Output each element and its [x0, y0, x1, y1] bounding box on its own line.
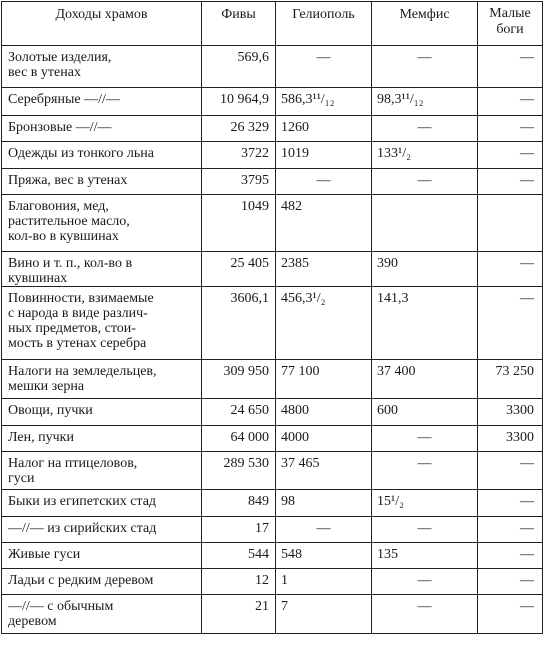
cell-revenue-item-text: Овощи, пучки: [8, 403, 93, 418]
cell-thebes-text: 25 405: [230, 256, 269, 271]
cell-heliopolis-text: 586,3¹¹/₁₂: [281, 92, 335, 107]
cell-thebes-text: 21: [255, 599, 269, 614]
cell-memphis-text: —: [417, 173, 432, 188]
cell-revenue-item: [2, 142, 202, 169]
cell-memphis-text: 15¹/₂: [377, 494, 404, 509]
cell-heliopolis: [276, 360, 372, 399]
cell-minor-gods: [478, 46, 543, 88]
cell-minor-gods: [478, 287, 543, 360]
cell-memphis: [372, 490, 478, 517]
cell-memphis-text: —: [417, 521, 432, 536]
cell-memphis-text: 37 400: [377, 364, 416, 379]
cell-heliopolis: [276, 490, 372, 517]
cell-heliopolis-text: 482: [281, 199, 302, 214]
cell-thebes: [202, 46, 276, 88]
cell-memphis-text: 600: [377, 403, 398, 418]
cell-minor-gods-text: —: [520, 146, 534, 161]
table-row: [2, 543, 543, 569]
cell-heliopolis-text: 4000: [281, 430, 309, 445]
cell-minor-gods: [478, 543, 543, 569]
cell-minor-gods-text: —: [520, 573, 534, 588]
cell-heliopolis-text: —: [316, 173, 331, 188]
cell-revenue-item-text: Налоги на земледельцев, мешки зерна: [8, 364, 157, 394]
cell-memphis-text: —: [417, 50, 432, 65]
cell-heliopolis: [276, 116, 372, 142]
table-row: [2, 195, 543, 252]
cell-revenue-item-text: Одежды из тонкого льна: [8, 146, 154, 161]
cell-memphis: [372, 569, 478, 595]
cell-minor-gods: [478, 195, 543, 252]
cell-revenue-item: [2, 517, 202, 543]
cell-minor-gods: [478, 452, 543, 490]
table-row: [2, 142, 543, 169]
cell-heliopolis: [276, 46, 372, 88]
cell-heliopolis: [276, 426, 372, 452]
cell-memphis-text: 133¹/₂: [377, 146, 411, 161]
cell-revenue-item: [2, 360, 202, 399]
cell-revenue-item-text: Вино и т. п., кол-во в кувшинах: [8, 256, 133, 286]
cell-heliopolis-text: 1019: [281, 146, 309, 161]
cell-memphis: [372, 142, 478, 169]
temple-revenue-table: [1, 1, 543, 634]
cell-thebes: [202, 569, 276, 595]
cell-thebes-text: 26 329: [230, 120, 269, 135]
cell-memphis: [372, 116, 478, 142]
cell-minor-gods: [478, 490, 543, 517]
cell-minor-gods-text: —: [520, 256, 534, 271]
cell-memphis-text: 141,3: [377, 291, 409, 306]
cell-heliopolis-text: 77 100: [281, 364, 320, 379]
cell-heliopolis: [276, 252, 372, 287]
cell-heliopolis-text: 2385: [281, 256, 309, 271]
cell-thebes-text: 3722: [241, 146, 269, 161]
cell-thebes: [202, 399, 276, 426]
cell-thebes-text: 544: [248, 547, 269, 562]
cell-revenue-item: [2, 46, 202, 88]
cell-heliopolis: [276, 452, 372, 490]
cell-minor-gods: [478, 88, 543, 116]
cell-heliopolis-text: —: [316, 521, 331, 536]
cell-thebes-text: 569,6: [237, 50, 269, 65]
cell-heliopolis: [276, 399, 372, 426]
cell-memphis-text: 98,3¹¹/₁₂: [377, 92, 424, 107]
cell-revenue-item-text: Живые гуси: [8, 547, 81, 562]
cell-minor-gods-text: —: [520, 50, 534, 65]
cell-memphis: [372, 88, 478, 116]
cell-minor-gods-text: —: [520, 456, 534, 471]
cell-revenue-item: [2, 88, 202, 116]
cell-revenue-item: [2, 595, 202, 634]
header-memphis: Мемфис: [372, 2, 478, 46]
cell-heliopolis: [276, 517, 372, 543]
cell-memphis: [372, 595, 478, 634]
cell-revenue-item-text: —//— из сирийских стад: [8, 521, 157, 536]
cell-thebes: [202, 195, 276, 252]
cell-heliopolis: [276, 88, 372, 116]
cell-revenue-item: [2, 399, 202, 426]
cell-thebes: [202, 360, 276, 399]
cell-minor-gods-text: —: [520, 173, 534, 188]
cell-revenue-item-text: Лен, пучки: [8, 430, 74, 445]
cell-heliopolis: [276, 195, 372, 252]
cell-minor-gods-text: —: [520, 521, 534, 536]
table-row: [2, 399, 543, 426]
cell-thebes: [202, 287, 276, 360]
cell-thebes: [202, 169, 276, 195]
cell-revenue-item-text: Пряжа, вес в утенах: [8, 173, 128, 188]
table-row: [2, 88, 543, 116]
cell-heliopolis-text: 4800: [281, 403, 309, 418]
cell-memphis: [372, 287, 478, 360]
cell-revenue-item: [2, 195, 202, 252]
cell-revenue-item-text: —//— с обычным деревом: [8, 599, 114, 629]
table-row: [2, 595, 543, 634]
cell-heliopolis-text: 1: [281, 573, 288, 588]
cell-thebes: [202, 452, 276, 490]
cell-heliopolis-text: —: [316, 50, 331, 65]
cell-thebes-text: 289 530: [223, 456, 269, 471]
table-row: [2, 169, 543, 195]
cell-minor-gods: [478, 169, 543, 195]
header-revenue: Доходы храмов: [2, 2, 202, 46]
cell-thebes: [202, 426, 276, 452]
cell-revenue-item: [2, 116, 202, 142]
cell-minor-gods-text: 3300: [506, 403, 534, 418]
cell-memphis: [372, 399, 478, 426]
cell-memphis: [372, 517, 478, 543]
table-row: [2, 517, 543, 543]
cell-heliopolis: [276, 569, 372, 595]
cell-minor-gods: [478, 595, 543, 634]
cell-heliopolis: [276, 287, 372, 360]
cell-memphis-text: 390: [377, 256, 398, 271]
cell-minor-gods-text: —: [520, 92, 534, 107]
cell-heliopolis-text: 1260: [281, 120, 309, 135]
cell-minor-gods-text: 3300: [506, 430, 534, 445]
cell-revenue-item-text: Налог на птицеловов, гуси: [8, 456, 138, 486]
cell-thebes: [202, 116, 276, 142]
cell-minor-gods: [478, 142, 543, 169]
cell-revenue-item: [2, 287, 202, 360]
cell-revenue-item: [2, 569, 202, 595]
cell-memphis-text: 135: [377, 547, 398, 562]
cell-heliopolis-text: 456,3¹/₂: [281, 291, 326, 306]
cell-revenue-item-text: Благовония, мед, растительное масло, кол-во в кувшинах: [8, 199, 130, 244]
cell-minor-gods: [478, 360, 543, 399]
cell-thebes: [202, 517, 276, 543]
cell-memphis-text: —: [417, 456, 432, 471]
cell-memphis: [372, 252, 478, 287]
cell-thebes-text: 3795: [241, 173, 269, 188]
cell-memphis-text: —: [417, 573, 432, 588]
cell-thebes-text: 64 000: [230, 430, 269, 445]
cell-revenue-item: [2, 452, 202, 490]
cell-memphis-text: [372, 195, 477, 199]
table-row: [2, 46, 543, 88]
table-row: [2, 360, 543, 399]
cell-minor-gods: [478, 399, 543, 426]
cell-minor-gods: [478, 569, 543, 595]
cell-minor-gods-text: —: [520, 547, 534, 562]
cell-memphis: [372, 452, 478, 490]
table-row: [2, 452, 543, 490]
cell-thebes-text: 10 964,9: [220, 92, 269, 107]
cell-minor-gods: [478, 517, 543, 543]
cell-thebes: [202, 595, 276, 634]
cell-minor-gods-text: —: [520, 291, 534, 306]
cell-thebes-text: 17: [255, 521, 269, 536]
cell-minor-gods: [478, 252, 543, 287]
cell-minor-gods-text: 73 250: [495, 364, 534, 379]
table-row: [2, 116, 543, 142]
cell-revenue-item: [2, 490, 202, 517]
cell-thebes-text: 3606,1: [230, 291, 269, 306]
header-thebes: Фивы: [202, 2, 276, 46]
table-row: [2, 287, 543, 360]
cell-heliopolis-text: 7: [281, 599, 288, 614]
cell-heliopolis: [276, 169, 372, 195]
cell-thebes: [202, 543, 276, 569]
cell-heliopolis: [276, 543, 372, 569]
cell-thebes-text: 12: [255, 573, 269, 588]
cell-minor-gods: [478, 116, 543, 142]
cell-memphis: [372, 426, 478, 452]
header-heliopolis: Гелиополь: [276, 2, 372, 46]
cell-heliopolis: [276, 142, 372, 169]
cell-revenue-item: [2, 169, 202, 195]
cell-minor-gods-text: —: [520, 120, 534, 135]
cell-heliopolis-text: 548: [281, 547, 302, 562]
cell-memphis-text: —: [417, 430, 432, 445]
cell-thebes-text: 24 650: [230, 403, 269, 418]
cell-thebes: [202, 252, 276, 287]
cell-memphis: [372, 46, 478, 88]
cell-minor-gods-text: [478, 195, 542, 199]
cell-revenue-item-text: Золотые изделия, вес в утенах: [8, 50, 112, 80]
cell-memphis: [372, 543, 478, 569]
cell-revenue-item: [2, 543, 202, 569]
cell-memphis: [372, 360, 478, 399]
cell-thebes: [202, 142, 276, 169]
cell-minor-gods-text: —: [520, 599, 534, 614]
cell-heliopolis-text: 98: [281, 494, 295, 509]
cell-revenue-item-text: Ладьи с редким деревом: [8, 573, 154, 588]
cell-memphis: [372, 195, 478, 252]
cell-revenue-item-text: Серебряные —//—: [8, 92, 120, 107]
cell-revenue-item-text: Быки из египетских стад: [8, 494, 157, 509]
cell-memphis-text: —: [417, 599, 432, 614]
table-row: [2, 569, 543, 595]
cell-memphis: [372, 169, 478, 195]
cell-thebes: [202, 88, 276, 116]
cell-thebes-text: 309 950: [223, 364, 269, 379]
cell-revenue-item: [2, 426, 202, 452]
cell-revenue-item-text: Повинности, взимаемые с народа в виде различ- ных предметов, стои- мость в утенах серебра: [8, 291, 154, 351]
cell-minor-gods: [478, 426, 543, 452]
table-row: [2, 490, 543, 517]
cell-memphis-text: —: [417, 120, 432, 135]
cell-thebes-text: 849: [248, 494, 269, 509]
header-minor-gods: Малые боги: [478, 2, 543, 46]
cell-heliopolis-text: 37 465: [281, 456, 320, 471]
cell-revenue-item: [2, 252, 202, 287]
table-row: [2, 426, 543, 452]
cell-thebes-text: 1049: [241, 199, 269, 214]
cell-revenue-item-text: Бронзовые —//—: [8, 120, 112, 135]
cell-heliopolis: [276, 595, 372, 634]
table-row: [2, 252, 543, 287]
cell-thebes: [202, 490, 276, 517]
header-row: [2, 2, 543, 46]
cell-minor-gods-text: —: [520, 494, 534, 509]
